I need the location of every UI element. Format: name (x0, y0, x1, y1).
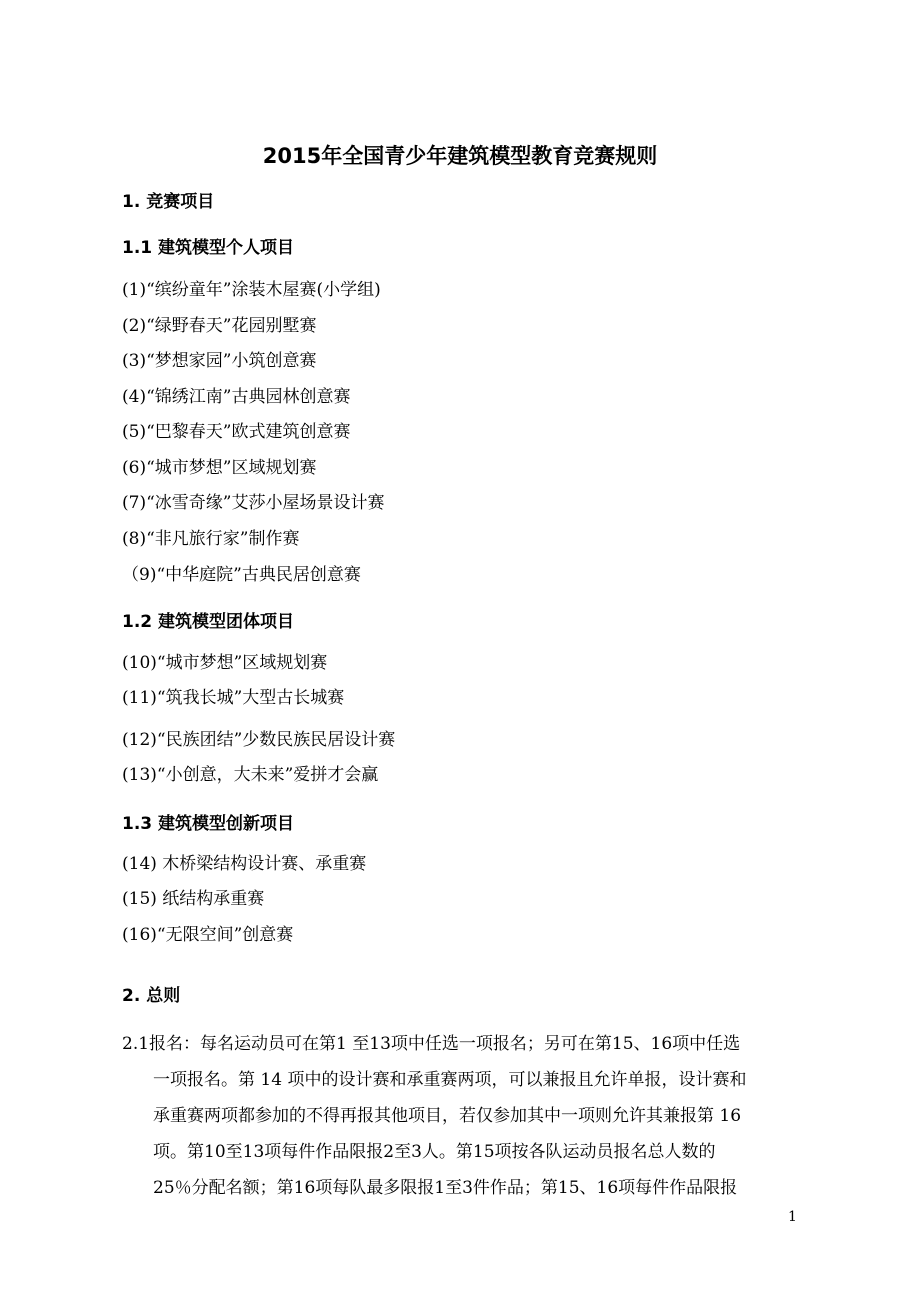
list-item: (13)“小创意，大未来”爱拼才会赢 (122, 765, 379, 785)
subsection-heading-team: 1.2 建筑模型团体项目 (122, 612, 295, 632)
list-item: (6)“城市梦想”区域规划赛 (122, 458, 317, 478)
list-item: (12)“民族团结”少数民族民居设计赛 (122, 730, 396, 750)
list-item: (16)“无限空间”创意赛 (122, 925, 294, 945)
paragraph-line: 2.1报名：每名运动员可在第1 至13项中任选一项报名；另可在第15、16项中任选 (122, 1034, 741, 1054)
list-item: (7)“冰雪奇缘”艾莎小屋场景设计赛 (122, 493, 385, 513)
subsection-heading-innovation: 1.3 建筑模型创新项目 (122, 814, 295, 834)
page-number: 1 (788, 1209, 797, 1225)
list-item: (3)“梦想家园”小筑创意赛 (122, 351, 317, 371)
list-item: (2)“绿野春天”花园别墅赛 (122, 316, 317, 336)
list-item: (10)“城市梦想”区域规划赛 (122, 653, 328, 673)
list-item: (8)“非凡旅行家”制作赛 (122, 529, 300, 549)
list-item: (15) 纸结构承重赛 (122, 889, 265, 909)
paragraph-continuation (122, 1062, 802, 1206)
paragraph-line: 承重赛两项都参加的不得再报其他项目，若仅参加其中一项则允许其兼报第 16 (153, 1106, 742, 1126)
subsection-heading-individual: 1.1 建筑模型个人项目 (122, 238, 295, 258)
section-heading-competition-items: 1. 竞赛项目 (122, 192, 215, 212)
section-heading-general-rules: 2. 总则 (122, 986, 181, 1006)
paragraph-line: 项。第10至13项每件作品限报2至3人。第15项按各队运动员报名总人数的 (153, 1142, 716, 1162)
list-item: （9)“中华庭院”古典民居创意赛 (122, 565, 361, 585)
list-item: (5)“巴黎春天”欧式建筑创意赛 (122, 422, 351, 442)
paragraph-line: 一项报名。第 14 项中的设计赛和承重赛两项，可以兼报且允许单报，设计赛和 (153, 1070, 747, 1090)
rule-paragraph-2-1 (122, 1026, 802, 1206)
list-item: (1)“缤纷童年”涂装木屋赛(小学组) (122, 280, 381, 300)
list-item: (11)“筑我长城”大型古长城赛 (122, 688, 345, 708)
paragraph-line: 25％分配名额；第16项每队最多限报1至3件作品；第15、16项每件作品限报 (153, 1178, 738, 1198)
list-item: (4)“锦绣江南”古典园林创意赛 (122, 387, 351, 407)
document-title: 2015年全国青少年建筑模型教育竞赛规则 (262, 144, 658, 168)
list-item: (14) 木桥梁结构设计赛、承重赛 (122, 854, 367, 874)
